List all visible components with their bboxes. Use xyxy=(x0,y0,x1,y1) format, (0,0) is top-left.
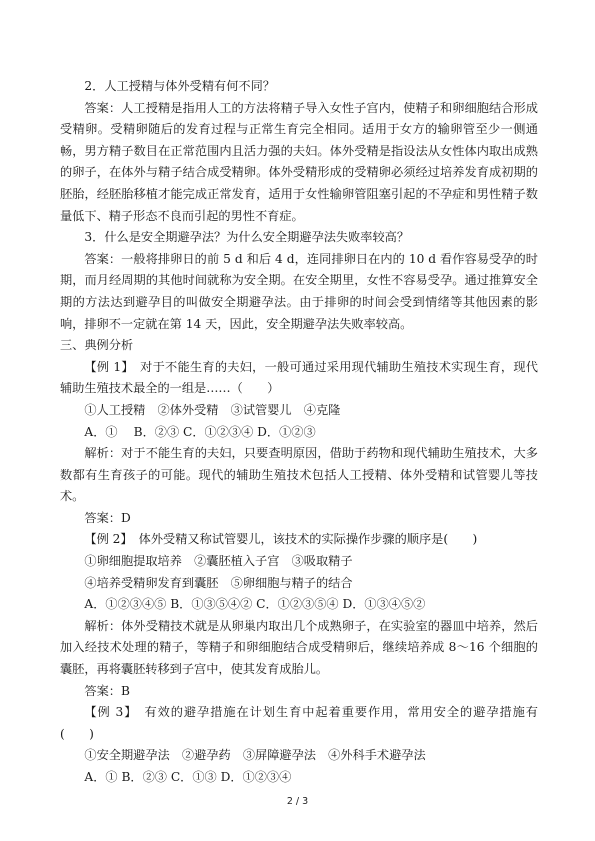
example-1-items: ①人工授精 ②体外受精 ③试管婴儿 ④克隆 xyxy=(84,402,341,417)
example-2-answer: 答案：B xyxy=(84,683,130,698)
page-content xyxy=(60,76,538,789)
example-3-options: A．① B．②③ C．①③ D．①②③④ xyxy=(84,770,292,784)
example-2-analysis: 解析：体外受精技术就是从卵巢内取出几个成熟卵子，在实验室的器皿中培养，然后加入经技术处理的精子，等精子和卵细胞结合成受精卵后，继续培养成 8～16 个细胞的囊胚，再将囊胚转移到子宫中，使其发育成胎儿。 xyxy=(60,618,538,677)
question-3-answer: 答案：一般将排卵日的前 5 d 和后 4 d，连同排卵日在内的 10 d 看作容易受孕的时期，而月经周期的其他时间就称为安全期。在安全期里，女性不容易受孕。通过推算安全期的方法达到避孕目的叫做安全期避孕法。由于排卵的时间会受到情绪等其他因素的影响，排卵不一定就在第 14 天，因此，安全期避孕法失败率较高。 xyxy=(60,251,538,331)
example-1-stem: 【例 1】 对于不能生育的夫妇，一般可通过采用现代辅助生殖技术实现生育，现代辅助生殖技术最全的一组是……（ ） xyxy=(60,359,538,396)
example-2-stem: 【例 2】 体外受精又称试管婴儿，该技术的实际操作步骤的顺序是( ) xyxy=(84,532,478,547)
example-1-analysis: 解析：对于不能生育的夫妇，只要查明原因，借助于药物和现代辅助生殖技术，大多数都有生育孩子的可能。现代的辅助生殖技术包括人工授精、体外受精和试管婴儿等技术。 xyxy=(60,446,538,504)
question-2-title: 2．人工授精与体外受精有何不同？ xyxy=(84,79,275,93)
question-2-answer: 答案：人工授精是指用人工的方法将精子导入女性子宫内，使精子和卵细胞结合形成受精卵。受精卵随后的发育过程与正常生育完全相同。适用于女方的输卵管至少一侧通畅，男方精子数目在正常范围内且活力强的夫妇。体外受精是指设法从女性体内取出成熟的卵子，在体外与精子结合成受精卵。体外受精形成的受精卵必须经过培养发育成初期的胚胎，经胚胎移植才能完成正常发育，适用于女性输卵管阻塞引起的不孕症和男性精子数量低下、精子形态不良而引起的男性不育症。 xyxy=(60,100,538,223)
example-2-options: A．①②③④⑤ B．①③⑤④② C．①②③⑤④ D．①③④⑤② xyxy=(84,597,426,612)
example-3-items: ①安全期避孕法 ②避孕药 ③屏障避孕法 ④外科手术避孕法 xyxy=(84,748,426,763)
example-2-items-2: ④培养受精卵发育到囊胚 ⑤卵细胞与精子的结合 xyxy=(84,575,353,590)
page-number: 2 / 3 xyxy=(286,796,309,807)
example-2-items-1: ①卵细胞提取培养 ②囊胚植入子宫 ③吸取精子 xyxy=(84,554,353,569)
example-1-options: A．① B．②③ C．①②③④ D．①②③ xyxy=(84,424,316,439)
example-1-answer: 答案：D xyxy=(84,510,131,525)
example-3-stem: 【例 3】 有效的避孕措施在计划生育中起着重要作用，常用安全的避孕措施有( ) xyxy=(60,705,538,741)
section-heading: 三、典例分析 xyxy=(60,338,134,353)
question-3-title: 3．什么是安全期避孕法？为什么安全期避孕法失败率较高？ xyxy=(84,230,410,245)
